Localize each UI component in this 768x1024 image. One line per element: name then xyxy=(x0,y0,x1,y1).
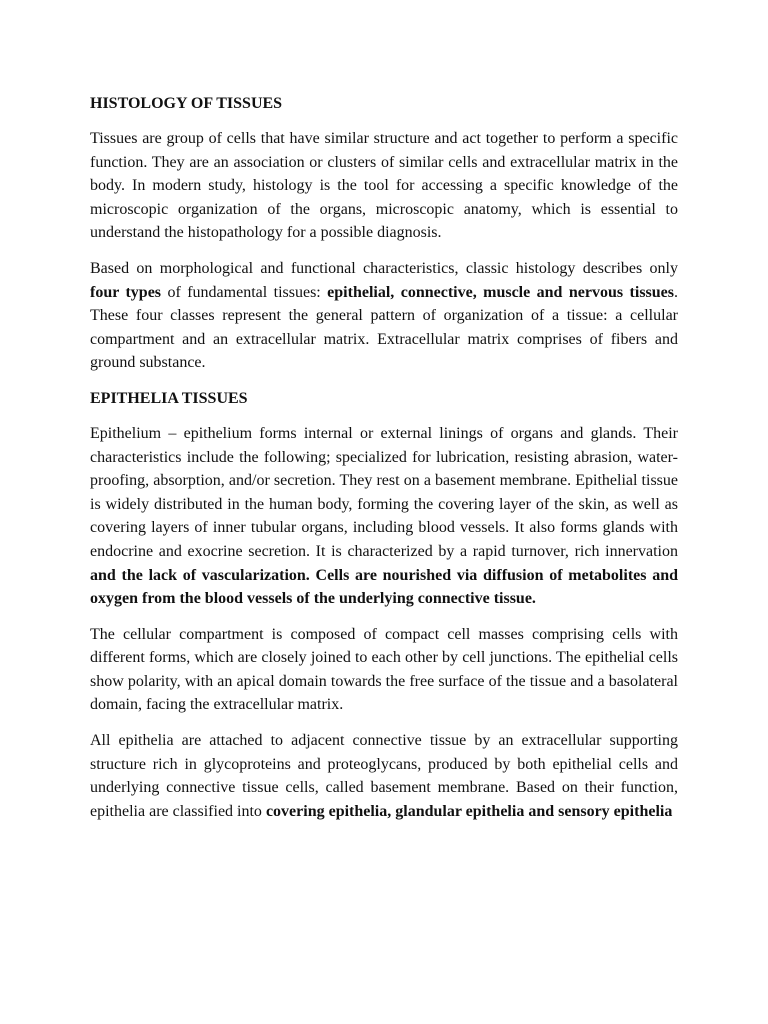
paragraph-text: Based on morphological and functional characteristics, classic histology describes only xyxy=(90,259,678,277)
paragraph-text: Tissues are group of cells that have similar structure and act together to perform a specific function. They are an association or clusters of similar cells and extracellular matrix in the body. In modern study, histology is the tool for accessing a specific knowledge of the microscopic organization of the organs, microscopic anatomy, which is essential to understand the histopathology for a possible diagnosis. xyxy=(90,130,678,242)
bold-text-epithelia-classes: covering epithelia, glandular epithelia and sensory epithelia xyxy=(265,802,673,820)
paragraph-text: The cellular compartment is composed of compact cell masses comprising cells with different forms, which are closely joined to each other by cell junctions. The epithelial cells show polarity, with an apical domain towards the free surface of the tissue and a basolateral domain, facing the extracellular matrix. xyxy=(90,625,678,714)
paragraph-cellular-compartment xyxy=(90,623,678,717)
paragraph-text: Epithelium – epithelium forms internal or external linings of organs and glands. Their characteristics include the following; specialized for lubrication, resisting abrasion, water-proofing, absorption, and/or secretion. They rest on a basement membrane. Epithelial tissue is widely distributed in the human body, forming the covering layer of the skin, as well as covering layers of inner tubular organs, including blood vessels. It also forms glands with endocrine and exocrine secretion. It is characterized by a rapid turnover, rich innervation xyxy=(90,424,678,560)
heading-histology-of-tissues: HISTOLOGY OF TISSUES xyxy=(90,95,283,112)
paragraph-text: All epithelia are attached to adjacent connective tissue by an extracellular supporting structure rich in glycoproteins and proteoglycans, produced by both epithelial cells and underlying connective tissue cells, called basement membrane. Based on their function, epithelia are classified into xyxy=(90,732,678,820)
paragraph-tissues-definition xyxy=(90,127,678,245)
bold-text-vascularization: and the lack of vascularization. Cells are nourished via diffusion of metabolites and oxygen from the blood vessels of the underlying connective tissue. xyxy=(90,566,678,608)
paragraph-text: of fundamental tissues: xyxy=(161,283,328,301)
paragraph-text: . These four classes represent the general pattern of organization of a tissue: a cellular compartment and an extracellular matrix. Extracellular matrix comprises of fibers and ground substance. xyxy=(90,283,678,372)
paragraph-four-types xyxy=(90,257,678,375)
bold-text-four-types: four types xyxy=(90,283,162,301)
paragraph-epithelium xyxy=(90,422,678,611)
heading-epithelia-tissues: EPITHELIA TISSUES xyxy=(90,389,248,407)
document-page xyxy=(90,92,678,835)
paragraph-basement-membrane xyxy=(90,729,678,823)
bold-text-tissue-types: epithelial, connective, muscle and nervous tissues xyxy=(327,283,674,301)
